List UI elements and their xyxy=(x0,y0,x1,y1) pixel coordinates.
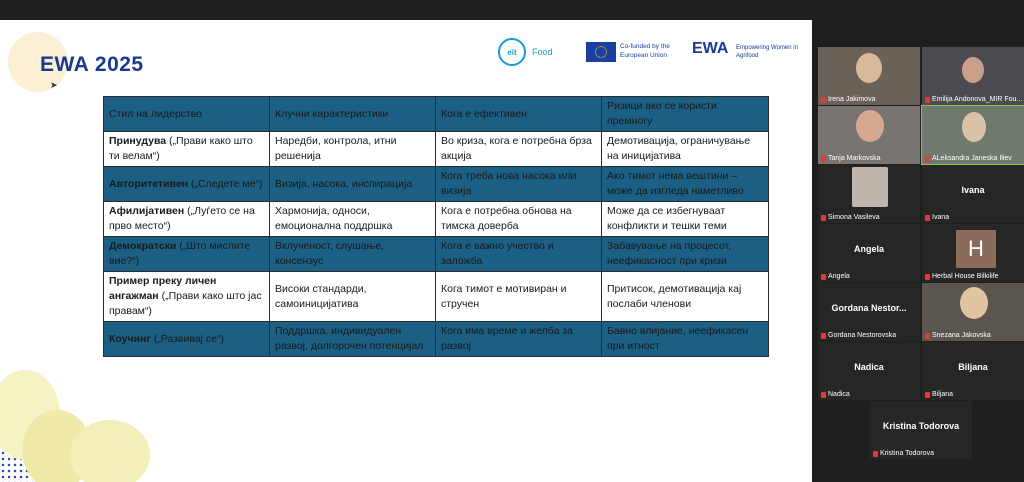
style-quote: („Прави како што ти велам“) xyxy=(109,135,253,162)
style-name: Авторитетивен xyxy=(109,177,189,190)
participant-name: Gordana Nestorovska xyxy=(828,332,897,339)
participant-name: Angela xyxy=(828,273,850,280)
table-row xyxy=(104,237,769,272)
participant-video xyxy=(962,112,986,142)
table-cell: Наредби, контрола, итни решенија xyxy=(270,132,436,167)
header-cell: Кога е ефективен xyxy=(436,97,602,132)
mic-muted-icon xyxy=(873,451,878,457)
participant-tile[interactable] xyxy=(922,165,1024,223)
header-cell: Клучни карактеристики xyxy=(270,97,436,132)
mic-muted-icon xyxy=(821,97,826,103)
participant-name: Herbal House Bilkilife xyxy=(932,273,999,280)
participant-video xyxy=(856,110,884,142)
style-quote: („Што мислите вие?“) xyxy=(109,240,251,267)
participant-tile-active-speaker[interactable] xyxy=(922,106,1024,164)
mic-muted-icon xyxy=(821,274,826,280)
table-cell: Поддршка, индивидуален развој, долгорочен потенцијал xyxy=(270,322,436,357)
participant-name: Emilija Andonova_MIR Fou... xyxy=(932,96,1023,103)
style-name-cell xyxy=(104,132,270,167)
participant-display-name: Biljana xyxy=(958,362,988,372)
table-cell: Визија, насока, инспирација xyxy=(270,167,436,202)
table-cell: Кога е потребна обнова на тимска доверба xyxy=(436,202,602,237)
participant-tile[interactable] xyxy=(818,342,920,400)
style-name: Демократски xyxy=(109,240,177,252)
participant-name: Kristina Todorova xyxy=(880,450,934,457)
participant-display-name: Kristina Todorova xyxy=(882,421,960,431)
mic-muted-icon xyxy=(925,392,930,398)
style-name: Принудува xyxy=(109,135,167,147)
style-name-cell xyxy=(104,237,270,272)
slide-title: EWA 2025 xyxy=(40,53,144,76)
table-row xyxy=(104,132,769,167)
participant-video xyxy=(852,167,888,207)
style-quote: („Прави како што јас правам“) xyxy=(109,290,262,317)
participant-display-name: Angela xyxy=(853,244,884,254)
participant-tile[interactable] xyxy=(922,47,1024,105)
table-cell: Демотивација, ограничување на иницијатива xyxy=(602,132,769,167)
header-cell: Ризици ако се користи премногу xyxy=(602,97,769,132)
table-row xyxy=(104,272,769,322)
participant-name: Biljana xyxy=(932,391,954,398)
table-cell: Ако тимот нема вештини – може да изгледа наметливо xyxy=(602,167,769,202)
eit-logo-icon: eit xyxy=(498,38,526,66)
participants-panel xyxy=(812,20,1024,482)
participant-video xyxy=(856,53,882,83)
participant-display-name: Ivana xyxy=(961,185,985,195)
table-row xyxy=(104,202,769,237)
mic-muted-icon xyxy=(925,97,930,103)
style-quote: („Следете ме“) xyxy=(188,177,263,190)
top-bar xyxy=(0,0,1024,20)
table-row xyxy=(104,167,769,202)
mic-muted-icon xyxy=(925,215,930,221)
style-quote: („Луѓето се на прво место“) xyxy=(109,205,255,232)
participant-display-name: Nadica xyxy=(854,362,884,372)
participant-name: Nadica xyxy=(828,391,850,398)
ewa-logo: EWA xyxy=(692,40,729,57)
participant-tile[interactable] xyxy=(922,283,1024,341)
ewa-tagline: Empowering Women in Agrifood xyxy=(736,45,798,59)
table-row xyxy=(104,322,769,357)
mic-muted-icon xyxy=(821,333,826,339)
table-cell: Кога има време и желба за развој xyxy=(436,322,602,357)
participant-video xyxy=(962,57,984,83)
table-cell: Хармонија, односи, емоционална поддршка xyxy=(270,202,436,237)
participant-name: ALeksandra Janeska Iliev xyxy=(932,155,1012,162)
participant-tile[interactable] xyxy=(818,106,920,164)
leadership-styles-table xyxy=(103,96,769,357)
mic-muted-icon xyxy=(821,392,826,398)
table-cell: Кога е важно учество и заложба xyxy=(436,237,602,272)
eu-flag-icon xyxy=(586,42,616,62)
participant-display-name: Gordana Nestor... xyxy=(831,303,907,313)
table-cell: Во криза, кога е потребна брза акција xyxy=(436,132,602,167)
style-name-cell xyxy=(104,272,270,322)
participant-name: Tanja Markovska xyxy=(828,155,881,162)
participant-avatar: H xyxy=(956,230,996,268)
style-name: Коучинг xyxy=(109,332,151,345)
mic-muted-icon xyxy=(821,156,826,162)
table-cell: Вклученост, слушање, консензус xyxy=(270,237,436,272)
participant-tile[interactable] xyxy=(818,224,920,282)
style-quote: („Развивај се“) xyxy=(150,332,224,345)
style-name-cell xyxy=(104,322,270,357)
style-name-cell xyxy=(104,202,270,237)
table-cell: Кога тимот е мотивиран и стручен xyxy=(436,272,602,322)
mouse-cursor-icon: ➤ xyxy=(50,80,58,90)
mic-muted-icon xyxy=(821,215,826,221)
table-cell: Забавување на процесот, неефикасност при кризи xyxy=(602,237,769,272)
table-cell: Кога треба нова насока или визија xyxy=(436,167,602,202)
table-cell: Може да се избегнуваат конфликти и тешки теми xyxy=(602,202,769,237)
style-name-cell xyxy=(104,167,270,202)
participant-tile[interactable] xyxy=(818,165,920,223)
table-cell: Притисок, демотивација кај послаби членови xyxy=(602,272,769,322)
participant-tile[interactable] xyxy=(922,224,1024,282)
mic-muted-icon xyxy=(925,333,930,339)
eit-food-label: Food xyxy=(532,47,553,57)
style-name: Пример преку личен ангажман xyxy=(109,275,217,302)
participant-tile[interactable] xyxy=(870,401,972,459)
table-cell: Високи стандарди, самоиницијатива xyxy=(270,272,436,322)
participant-video xyxy=(960,287,988,319)
participant-name: Ivana xyxy=(932,214,950,221)
table-cell: Бавно влијание, неефикасен при итност xyxy=(602,322,769,357)
header-cell: Стил на лидерство xyxy=(104,97,270,132)
eu-cofunded-label: Co-funded by the European Union xyxy=(620,43,670,59)
participant-tile[interactable] xyxy=(818,283,920,341)
mic-muted-icon xyxy=(925,156,930,162)
shared-slide xyxy=(0,20,812,482)
participant-name: Snezana Jakovska xyxy=(932,332,991,339)
style-name: Афилијативен xyxy=(109,205,185,217)
lemon-decoration xyxy=(70,420,150,482)
logo-bar xyxy=(498,38,798,68)
mic-muted-icon xyxy=(925,274,930,280)
participant-name: Irena Jakimova xyxy=(828,96,876,103)
participant-tile[interactable] xyxy=(818,47,920,105)
participant-name: Simona Vasileva xyxy=(828,214,880,221)
table-header-row xyxy=(104,97,769,132)
participant-tile[interactable] xyxy=(922,342,1024,400)
